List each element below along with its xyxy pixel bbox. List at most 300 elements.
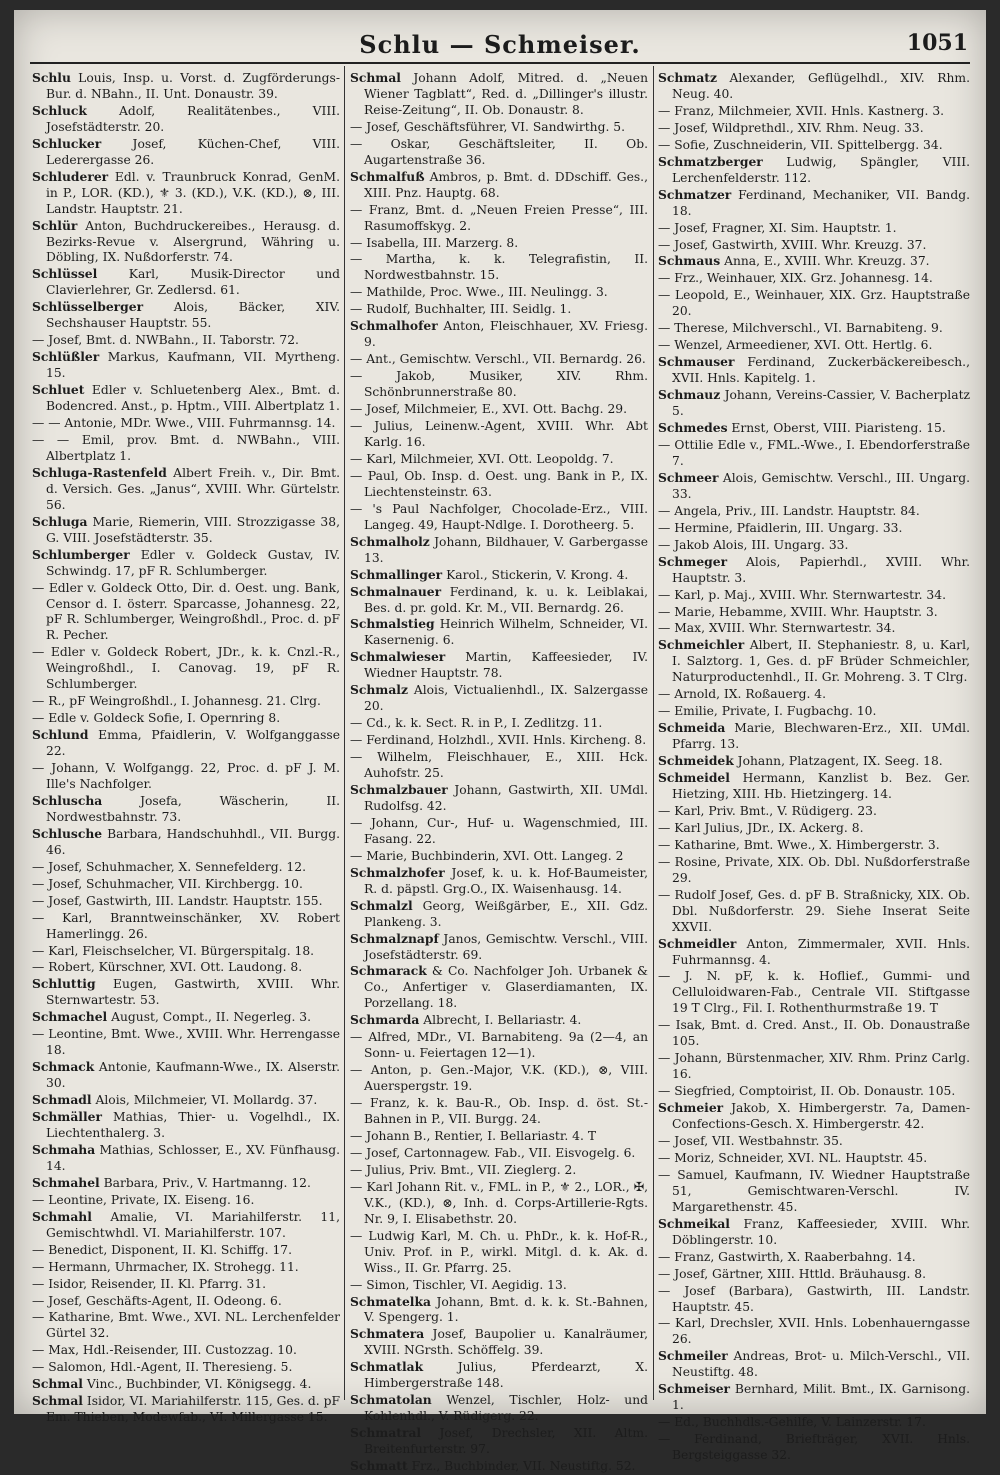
entry-text: Vinc., Buchbinder, VI. Königsegg. 4. [82, 1377, 312, 1392]
directory-entry [350, 251, 648, 284]
directory-entry [658, 320, 970, 337]
directory-page [14, 10, 986, 1474]
directory-entry [658, 154, 970, 187]
directory-entry [658, 120, 970, 137]
directory-entry [32, 1259, 340, 1276]
entry-text: Franz, Kaffeesieder, XVIII. Whr. Döblingerstr. 10. [672, 1216, 970, 1247]
directory-entry [32, 169, 340, 218]
directory-entry [658, 237, 970, 254]
entry-text: — Robert, Kürschner, XVI. Ott. Laudong. 8. [32, 960, 303, 975]
directory-entry [658, 187, 970, 220]
directory-entry [350, 1294, 648, 1327]
directory-entry [658, 770, 970, 803]
directory-entry [350, 1162, 648, 1179]
entry-name: Schmachel [32, 1009, 108, 1025]
directory-entry [658, 620, 970, 637]
entry-name: Schluga-Rastenfeld [32, 464, 167, 480]
entry-text: Anna, E., XVIII. Whr. Kreuzg. 37. [720, 254, 930, 269]
entry-text: Markus, Kaufmann, VII. Myrtheng. 15. [46, 350, 340, 381]
entry-text: Ferdinand, Zuckerbäckereibesch., XVII. Hnls. Kapitelg. 1. [672, 355, 970, 386]
entry-name: Schmadl [32, 1092, 92, 1108]
page-title: Schlu — Schmeiser. [359, 30, 641, 59]
directory-entry [658, 1133, 970, 1150]
entry-text: — — Emil, prov. Bmt. d. NWBahn., VIII. Albertplatz 1. [32, 432, 340, 463]
entry-text: — Josef, Gastwirth, XVIII. Whr. Kreuzg. 37. [658, 237, 927, 252]
entry-text: — Johann, V. Wolfgangg. 22, Proc. d. pF J. M. Ille's Nachfolger. [32, 761, 340, 791]
directory-entry [658, 1348, 970, 1381]
directory-entry [658, 520, 970, 537]
entry-name: Schluscha [32, 792, 103, 808]
directory-entry [658, 420, 970, 437]
entry-name: Schmalnauer [350, 583, 442, 599]
entry-name: Schlucker [32, 135, 102, 151]
directory-entry [32, 432, 340, 465]
entry-text: — Wilhelm, Fleischhauer, E., XIII. Hck. Auhofstr. 25. [350, 750, 648, 781]
directory-entry [658, 287, 970, 320]
entry-text: — Karl, Priv. Bmt., V. Rüdigerg. 23. [658, 803, 877, 818]
entry-text: — Oskar, Geschäftsleiter, II. Ob. Augartenstraße 36. [350, 136, 648, 167]
directory-entry [658, 387, 970, 420]
entry-text: Emma, Pfaidlerin, V. Wolfganggasse 22. [46, 728, 340, 759]
entry-text: Josef, Küchen-Chef, VIII. Lederergasse 26. [46, 136, 340, 167]
entry-text: Alois, Papierhdl., XVIII. Whr. Hauptstr. 3. [672, 554, 970, 585]
directory-entry [32, 1309, 340, 1342]
entry-text: Jakob, X. Himbergerstr. 7a, Damen-Confections-Gesch. X. Himbergerstr. 42. [672, 1101, 970, 1132]
directory-entry [658, 637, 970, 686]
entry-name: Schmeikal [658, 1215, 730, 1231]
entry-text: Josef, k. u. k. Hof-Baumeister, R. d. päpstl. Grg.O., IX. Waisenhausg. 14. [364, 865, 648, 896]
entry-text: Johann, Bildhauer, V. Garbergasse 13. [364, 534, 648, 565]
entry-text: — 's Paul Nachfolger, Chocolade-Erz., VIII. Langeg. 49, Haupt-Ndlge. I. Dorotheerg. 5. [350, 501, 648, 532]
directory-entry [32, 959, 340, 976]
entry-text: Alois, Victualienhdl., IX. Salzergasse 20. [364, 683, 648, 714]
entry-name: Schmeiler [658, 1348, 728, 1364]
entry-name: Schlumberger [32, 546, 130, 562]
entry-name: Schmatzer [658, 186, 732, 202]
directory-entry [658, 503, 970, 520]
entry-name: Schmal [350, 70, 401, 85]
entry-name: Schmäller [32, 1109, 102, 1125]
directory-entry [32, 1092, 340, 1109]
directory-entry [658, 686, 970, 703]
entry-text: — Julius, Priv. Bmt., VII. Zieglerg. 2. [350, 1162, 577, 1177]
directory-entry [32, 976, 340, 1009]
entry-name: Schmalzbauer [350, 781, 448, 797]
directory-entry [32, 710, 340, 727]
entry-text: Isidor, VI. Mariahilferstr. 115, Ges. d. pF Em. Thieben, Modewfab., VI. Millergasse 15. [46, 1394, 340, 1425]
entry-text: Johann, Platzagent, IX. Seeg. 18. [733, 754, 943, 769]
directory-entry [32, 644, 340, 693]
directory-entry [350, 1179, 648, 1228]
entry-text: Albrecht, I. Bellariastr. 4. [419, 1013, 582, 1028]
directory-entry [32, 136, 340, 169]
entry-text: — Julius, Leinenw.-Agent, XVIII. Whr. Abt Karlg. 16. [350, 419, 648, 449]
entry-text: — Alfred, MDr., VI. Barnabiteng. 9a (2—4, an Sonn- u. Feiertagen 12—1). [350, 1030, 648, 1061]
directory-entry [658, 103, 970, 120]
directory-entry [350, 318, 648, 351]
entry-text: — Therese, Milchverschl., VI. Barnabiteng. 9. [658, 321, 943, 336]
entry-text: — — Antonie, MDr. Wwe., VIII. Fuhrmannsg. 14. [32, 416, 336, 431]
entry-text: Georg, Weißgärber, E., XII. Gdz. Plankeng. 3. [364, 898, 648, 929]
directory-entry [350, 202, 648, 235]
entry-text: — Rosine, Private, XIX. Ob. Dbl. Nußdorferstraße 29. [658, 854, 970, 885]
entry-text: — Ferdinand, Briefträger, XVII. Hnls. Bergsteiggasse 32. [658, 1432, 970, 1463]
entry-text: — Karl, Branntweinschänker, XV. Robert Hamerlingg. 26. [32, 910, 340, 941]
directory-entry [32, 1376, 340, 1393]
entry-text: — Jakob, Musiker, XIV. Rhm. Schönbrunnerstraße 80. [350, 369, 648, 400]
entry-name: Schmauser [658, 354, 735, 370]
entry-name: Schlu [32, 70, 71, 85]
entry-text: Anton, Buchdruckereibes., Herausg. d. Bezirks-Revue v. Alsergrund, Währing u. Döbling, IX. Nußdorferstr. 74. [46, 218, 340, 265]
entry-text: — J. N. pF, k. k. Hoflief., Gummi- und Celluloidwaren-Fab., Centrale VII. Stiftgasse 19 T Clrg., Fil. I. Rothenthurmstraße 19. T [658, 969, 970, 1016]
entry-text: — Anton, p. Gen.-Major, V.K. (KD.), ⊗, VIII. Auerspergstr. 19. [350, 1063, 648, 1094]
directory-entry [32, 727, 340, 760]
entry-text: Barbara, Priv., V. Hartmanng. 12. [99, 1175, 311, 1190]
directory-entry [658, 837, 970, 854]
entry-text: Alois, Gemischtw. Verschl., III. Ungarg. 33. [672, 470, 970, 501]
directory-entry [32, 793, 340, 826]
entry-name: Schlüssel [32, 266, 98, 282]
directory-entry [350, 1326, 648, 1359]
entry-text: — Wenzel, Armeediener, XVI. Ott. Hertlg. 6. [658, 338, 933, 353]
directory-entry [32, 910, 340, 943]
directory-entry [32, 580, 340, 645]
entry-text: — Karl Johann Rit. v., FML. in P., ⚜ 2., LOR., ✠, V.K., (KD.), ⊗, Inh. d. Corps-Artillerie-Rgts. Nr. 9, I. Elisabethstr. 20. [350, 1179, 648, 1226]
directory-entry [350, 235, 648, 252]
entry-text: Andreas, Brot- u. Milch-Verschl., VII. Neustiftg. 48. [672, 1349, 970, 1380]
directory-entry [350, 1277, 648, 1294]
entry-text: — Josef, Bmt. d. NWBahn., II. Taborstr. 72. [32, 333, 299, 348]
entry-text: August, Compt., II. Negerleg. 3. [107, 1010, 312, 1025]
entry-text: — Karl, Drechsler, XVII. Hnls. Lobenhauerngasse 26. [658, 1316, 970, 1347]
directory-entry [32, 266, 340, 299]
entry-name: Schlund [32, 727, 89, 743]
entry-name: Schmatera [350, 1326, 425, 1342]
column-divider [344, 66, 345, 1400]
entry-text: — Sofie, Zuschneiderin, VII. Spittelbergg. 34. [658, 137, 943, 152]
directory-entry [350, 732, 648, 749]
entry-text: — Josef (Barbara), Gastwirth, III. Landstr. Hauptstr. 45. [658, 1283, 970, 1314]
directory-entry [32, 1276, 340, 1293]
entry-text: — Ottilie Edle v., FML.-Wwe., I. Ebendorferstraße 7. [658, 437, 970, 468]
entry-text: Albert, II. Stephaniestr. 8, u. Karl, I. Salztorg. 1, Ges. d. pF Brüder Schmeichler, Naturproductenhdl., II. Gr. Mohreng. 3. T Clrg. [672, 638, 970, 685]
directory-entry [350, 1145, 648, 1162]
directory-entry [32, 1059, 340, 1092]
entry-name: Schmalz [350, 682, 408, 698]
entry-text: — Josef, Gärtner, XIII. Httld. Bräuhausg. 8. [658, 1266, 927, 1281]
directory-entry [32, 1192, 340, 1209]
entry-text: — Isabella, III. Marzerg. 8. [350, 235, 519, 250]
entry-text: — Jakob Alois, III. Ungarg. 33. [658, 537, 849, 552]
header-rule [30, 62, 970, 64]
entry-name: Schmal [32, 1376, 83, 1392]
entry-name: Schmalholz [350, 533, 430, 549]
directory-entry [658, 1083, 970, 1100]
entry-text: — Edler v. Goldeck Robert, JDr., k. k. Cnzl.-R., Weingroßhdl., I. Canovag. 19, pF R. Schlumberger. [32, 645, 340, 692]
directory-entry [32, 1393, 340, 1426]
entry-text: Johann, Vereins-Cassier, V. Bacherplatz 5. [672, 388, 970, 419]
entry-text: Johann, Bmt. d. k. k. St.-Bahnen, V. Spengerg. 1. [364, 1294, 648, 1325]
column-3 [658, 70, 970, 1463]
directory-entry [658, 854, 970, 887]
entry-text: — Leontine, Bmt. Wwe., XVIII. Whr. Herrengasse 18. [32, 1027, 340, 1058]
entry-text: Edl. v. Traunbruck Konrad, GenM. in P., LOR. (KD.), ⚜ 3. (KD.), V.K. (KD.), ⊗, III. Landstr. Hauptstr. 21. [46, 169, 340, 216]
entry-text: Hermann, Kanzlist b. Bez. Ger. Hietzing, XIII. Hb. Hietzingerg. 14. [672, 771, 970, 801]
entry-text: — Ferdinand, Holzhdl., XVII. Hnls. Kircheng. 8. [350, 733, 647, 748]
entry-text: — Josef, Geschäfts-Agent, II. Odeong. 6. [32, 1293, 282, 1308]
directory-entry [32, 514, 340, 547]
entry-text: Albert Freih. v., Dir. Bmt. d. Versich. Ges. „Janus“, XVIII. Whr. Gürtelstr. 56. [46, 465, 340, 512]
entry-text: Marie, Blechwaren-Erz., XII. UMdl. Pfarrg. 13. [672, 721, 970, 752]
entry-text: — Josef, Gastwirth, III. Landstr. Hauptstr. 155. [32, 893, 323, 908]
entry-name: Schlür [32, 217, 78, 233]
directory-entry [658, 437, 970, 470]
directory-entry [350, 715, 648, 732]
column-1 [32, 70, 340, 1425]
directory-entry [32, 465, 340, 514]
entry-name: Schmack [32, 1059, 95, 1075]
directory-entry [350, 782, 648, 815]
directory-entry [658, 803, 970, 820]
entry-name: Schmeichler [658, 637, 745, 653]
directory-entry [350, 682, 648, 715]
entry-name: Schmalfuß [350, 168, 425, 184]
entry-name: Schlüßler [32, 349, 100, 365]
entry-name: Schluga [32, 513, 88, 529]
entry-text: — Isidor, Reisender, II. Kl. Pfarrg. 31. [32, 1276, 267, 1291]
entry-text: Wenzel, Tischler, Holz- und Kohlenhdl., V. Rüdigerg. 22. [364, 1393, 648, 1424]
entry-text: Josef, Drechsler, XII. Altm. Breitenfurterstr. 97. [364, 1426, 648, 1457]
entry-name: Schmeidler [658, 935, 737, 951]
entry-text: — Katharine, Bmt. Wwe., X. Himbergerstr. 3. [658, 837, 940, 852]
directory-entry [658, 1216, 970, 1249]
directory-entry [658, 820, 970, 837]
directory-entry [658, 470, 970, 503]
entry-text: — Salomon, Hdl.-Agent, II. Theresieng. 5. [32, 1360, 293, 1375]
directory-entry [32, 382, 340, 415]
entry-text: — Ant., Gemischtw. Verschl., VII. Bernardg. 26. [350, 352, 646, 367]
directory-entry [32, 70, 340, 103]
entry-text: — Angela, Priv., III. Landstr. Hauptstr. 84. [658, 503, 920, 518]
directory-entry [32, 299, 340, 332]
entry-text: — Max, XVIII. Whr. Sternwartestr. 34. [658, 621, 896, 636]
entry-text: Heinrich Wilhelm, Schneider, VI. Kasernenig. 6. [364, 617, 648, 648]
directory-entry [658, 887, 970, 936]
entry-text: Edler v. Schluetenberg Alex., Bmt. d. Bodencred. Anst., p. Hptm., VIII. Albertplatz 1. [46, 383, 340, 414]
entry-name: Schmatral [350, 1425, 422, 1441]
directory-entry [350, 931, 648, 964]
directory-entry [350, 284, 648, 301]
entry-text: — Max, Hdl.-Reisender, III. Custozzag. 10. [32, 1343, 297, 1358]
column-divider [653, 66, 654, 1400]
entry-text: — Edle v. Goldeck Sofie, I. Opernring 8. [32, 711, 281, 726]
directory-entry [658, 1283, 970, 1316]
directory-entry [32, 859, 340, 876]
entry-text: — R., pF Weingroßhdl., I. Johannesg. 21. Clrg. [32, 694, 321, 709]
entry-text: Mathias, Thier- u. Vogelhdl., IX. Liechtenthalerg. 3. [46, 1110, 340, 1140]
entry-text: — Franz, Gastwirth, X. Raaberbahng. 14. [658, 1249, 916, 1264]
directory-entry [658, 137, 970, 154]
entry-text: Johann Adolf, Mitred. d. „Neuen Wiener Tagblatt“, Red. d. „Dillinger's illustr. Reise-Zeitung“, II. Ob. Donaustr. 8. [364, 71, 648, 117]
entry-name: Schmatlak [350, 1359, 424, 1375]
entry-text: Karl, Musik-Director und Clavierlehrer, Gr. Zedlersd. 61. [46, 267, 340, 298]
directory-entry [32, 893, 340, 910]
entry-name: Schmaha [32, 1141, 96, 1157]
entry-text: — Karl, Milchmeier, XVI. Ott. Leopoldg. 7. [350, 451, 614, 466]
page-header [14, 24, 986, 60]
entry-text: — Johann, Bürstenmacher, XIV. Rhm. Prinz Carlg. 16. [658, 1051, 970, 1082]
directory-entry [350, 848, 648, 865]
entry-text: — Ludwig Karl, M. Ch. u. PhDr., k. k. Hof-R., Univ. Prof. in P., wirkl. Mitgl. d. k. Ak. d. Wiss., II. Gr. Pfarrg. 25. [350, 1228, 648, 1275]
entry-text: — Franz, Bmt. d. „Neuen Freien Presse“, III. Rasumoffskyg. 2. [350, 202, 648, 233]
entry-text: — Josef, Schuhmacher, VII. Kirchbergg. 10. [32, 876, 303, 891]
entry-text: Ferdinand, Mechaniker, VII. Bandg. 18. [672, 187, 970, 218]
directory-entry [350, 301, 648, 318]
column-2 [350, 70, 648, 1474]
entry-text: Alois, Milchmeier, VI. Mollardg. 37. [91, 1093, 318, 1108]
entry-name: Schmauz [658, 387, 721, 403]
directory-entry [350, 749, 648, 782]
entry-text: Louis, Insp. u. Vorst. d. Zugförderungs-Bur. d. NBahn., II. Unt. Donaustr. 39. [46, 71, 340, 101]
directory-entry [658, 936, 970, 969]
entry-name: Schmatzberger [658, 153, 763, 169]
directory-entry [32, 1175, 340, 1192]
directory-entry [658, 968, 970, 1017]
entry-text: Ernst, Oberst, VIII. Piaristeng. 15. [727, 421, 946, 436]
entry-text: — Ed., Buchhdls.-Gehilfe, V. Lainzerstr. 17. [658, 1415, 926, 1430]
entry-text: Adolf, Realitätenbes., VIII. Josefstädterstr. 20. [46, 103, 340, 134]
directory-entry [350, 865, 648, 898]
entry-text: — Franz, k. k. Bau-R., Ob. Insp. d. öst. St.-Bahnen in P., VII. Burgg. 24. [350, 1096, 648, 1127]
entry-name: Schluttig [32, 976, 96, 992]
directory-entry [350, 584, 648, 617]
directory-entry [32, 1209, 340, 1242]
directory-entry [658, 1431, 970, 1464]
directory-entry [658, 354, 970, 387]
directory-entry [350, 418, 648, 451]
entry-text: — Johann, Cur-, Huf- u. Wagenschmied, III. Fasang. 22. [350, 815, 648, 846]
directory-entry [658, 753, 970, 770]
directory-entry [658, 1249, 970, 1266]
directory-entry [350, 468, 648, 501]
entry-name: Schmedes [658, 420, 728, 436]
directory-entry [32, 1293, 340, 1310]
entry-text: — Paul, Ob. Insp. d. Oest. ung. Bank in P., IX. Liechtensteinstr. 63. [350, 468, 648, 499]
entry-name: Schmalzl [350, 897, 413, 913]
directory-entry [350, 898, 648, 931]
directory-entry [350, 136, 648, 169]
entry-text: Frz., Buchbinder, VII. Neustiftg. 52. [407, 1459, 636, 1474]
directory-entry [658, 1100, 970, 1133]
entry-text: — Arnold, IX. Roßauerg. 4. [658, 687, 827, 702]
directory-entry [350, 1392, 648, 1425]
entry-text: — Josef, Schuhmacher, X. Sennefelderg. 12. [32, 859, 306, 874]
entry-name: Schmalwieser [350, 649, 446, 665]
entry-text: Eugen, Gastwirth, XVIII. Whr. Sternwartestr. 53. [46, 977, 340, 1008]
directory-entry [350, 70, 648, 119]
entry-text: — Leopold, E., Weinhauer, XIX. Grz. Hauptstraße 20. [658, 288, 970, 319]
directory-entry [32, 1142, 340, 1175]
entry-name: Schmeer [658, 469, 719, 485]
directory-entry [350, 1458, 648, 1475]
entry-name: Schmeiser [658, 1381, 731, 1397]
directory-entry [658, 253, 970, 270]
entry-name: Schmeger [658, 553, 728, 569]
entry-text: — Simon, Tischler, VI. Aegidig. 13. [350, 1277, 567, 1292]
entry-text: Anton, Zimmermaler, XVII. Hnls. Fuhrmannsg. 4. [672, 936, 970, 967]
directory-entry [350, 815, 648, 848]
entry-text: Janos, Gemischtw. Verschl., VIII. Josefstädterstr. 69. [364, 931, 648, 962]
directory-entry [658, 604, 970, 621]
directory-entry [350, 534, 648, 567]
directory-entry [350, 567, 648, 584]
entry-text: — Emilie, Private, I. Fugbachg. 10. [658, 704, 877, 719]
entry-text: Ludwig, Spängler, VIII. Lerchenfelderstr. 112. [672, 154, 970, 185]
entry-name: Schmeidek [658, 753, 734, 769]
entry-name: Schmalstieg [350, 616, 435, 632]
entry-name: Schmalznapf [350, 930, 439, 946]
directory-entry [32, 547, 340, 580]
directory-entry [350, 368, 648, 401]
entry-name: Schmahel [32, 1174, 100, 1190]
entry-text: — Karl, Fleischselcher, VI. Bürgerspitalg. 18. [32, 943, 315, 958]
directory-entry [350, 501, 648, 534]
directory-entry [32, 1342, 340, 1359]
directory-entry [350, 169, 648, 202]
directory-entry [658, 720, 970, 753]
entry-text: — Marie, Hebamme, XVIII. Whr. Hauptstr. 3. [658, 604, 938, 619]
entry-name: Schmarack [350, 963, 427, 979]
directory-entry [32, 1026, 340, 1059]
directory-entry [658, 337, 970, 354]
directory-entry [350, 1228, 648, 1277]
entry-name: Schmatt [350, 1458, 408, 1474]
entry-name: Schmalzhofer [350, 864, 445, 880]
entry-text: — Isak, Bmt. d. Cred. Anst., II. Ob. Donaustraße 105. [658, 1018, 970, 1049]
entry-name: Schmeida [658, 720, 726, 736]
entry-name: Schmalhofer [350, 318, 438, 334]
directory-entry [658, 1381, 970, 1414]
entry-name: Schmeier [658, 1100, 724, 1116]
entry-text: — Benedict, Disponent, II. Kl. Schiffg. 17. [32, 1242, 293, 1257]
entry-text: Karol., Stickerin, V. Krong. 4. [442, 567, 629, 582]
entry-text: — Hermann, Uhrmacher, IX. Strohegg. 11. [32, 1259, 299, 1274]
entry-name: Schmatz [658, 70, 717, 85]
entry-name: Schmal [32, 1393, 83, 1409]
entry-name: Schmahl [32, 1208, 92, 1224]
entry-text: Edler v. Goldeck Gustav, IV. Schwindg. 17, pF R. Schlumberger. [46, 547, 340, 578]
directory-entry [350, 401, 648, 418]
entry-name: Schmeidel [658, 770, 730, 786]
entry-text: — Mathilde, Proc. Wwe., III. Neulingg. 3. [350, 285, 608, 300]
page-number: 1051 [906, 30, 968, 56]
directory-entry [32, 943, 340, 960]
entry-name: Schmarda [350, 1012, 420, 1028]
entry-text: — Josef, Geschäftsführer, VI. Sandwirthg. 5. [350, 119, 626, 134]
entry-text: Anton, Fleischhauer, XV. Friesg. 9. [364, 319, 648, 350]
directory-entry [32, 415, 340, 432]
directory-entry [350, 119, 648, 136]
entry-text: — Rudolf, Buchhalter, III. Seidlg. 1. [350, 302, 572, 317]
entry-text: — Samuel, Kaufmann, IV. Wiedner Hauptstraße 51, Gemischtwaren-Verschl. IV. Margarethenstr. 45. [658, 1167, 970, 1214]
directory-entry [350, 1128, 648, 1145]
entry-text: — Martha, k. k. Telegrafistin, II. Nordwestbahnstr. 15. [350, 252, 648, 283]
directory-entry [658, 587, 970, 604]
directory-entry [658, 703, 970, 720]
directory-entry [658, 1414, 970, 1431]
directory-entry [350, 1359, 648, 1392]
directory-entry [32, 103, 340, 136]
